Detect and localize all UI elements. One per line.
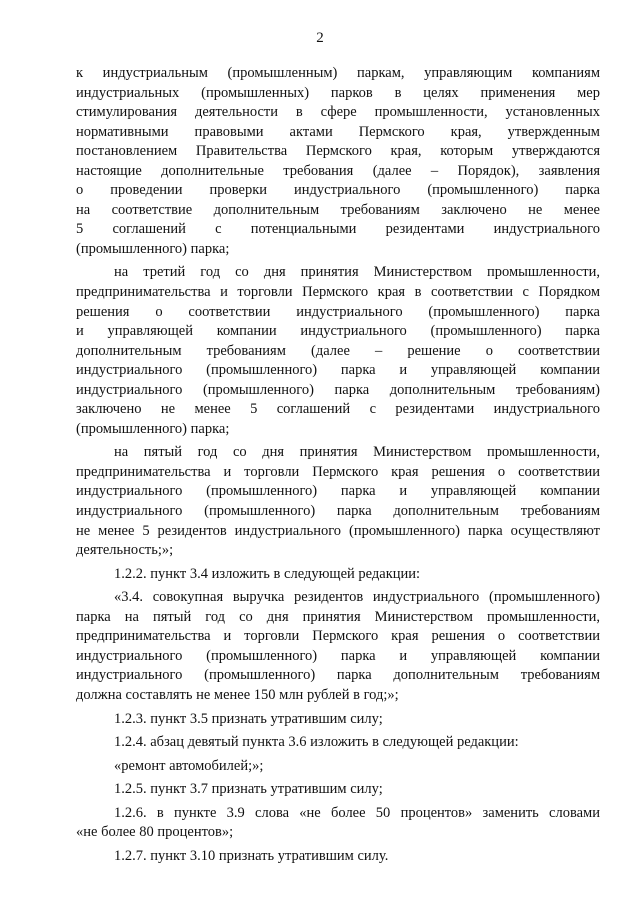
clause-1-2-2: [76, 565, 600, 585]
text-line: индустриальных (промышленных) парков в целях применения мер: [76, 84, 600, 101]
paragraph-fifth-year: [76, 443, 600, 560]
text-line: индустриального (промышленного) парка и управляющей компании: [76, 362, 600, 379]
text-line: к индустриальным (промышленным) паркам, управляющим компаниям: [76, 65, 600, 81]
text-line: постановлением Правительства Пермского края, которым утверждаются: [76, 143, 600, 160]
quoted-text: [76, 757, 600, 777]
text-line: предпринимательства и торговли Пермского края в соответствии с Порядком: [76, 284, 600, 301]
text-line: предпринимательства и торговли Пермского края решения о соответствии: [76, 628, 600, 645]
text-line: 1.2.4. абзац девятый пункта 3.6 изложить в следующей редакции:: [114, 734, 519, 751]
text-line: деятельность;»;: [76, 542, 174, 559]
text-line: 1.2.3. пункт 3.5 признать утратившим силу;: [114, 710, 383, 727]
text-line: нормативными правовыми актами Пермского края, утвержденным: [76, 123, 600, 140]
text-line: должна составлять не менее 150 млн рублей в год;»;: [76, 686, 399, 703]
text-line: парка на пятый год со дня принятия Министерством промышленности,: [76, 608, 600, 625]
text-line: 5 соглашений с потенциальными резидентами индустриального: [76, 221, 600, 238]
text-line: «не более 80 процентов»;: [76, 824, 234, 841]
paragraph-3-4: [76, 588, 600, 705]
clause-1-2-5: [76, 780, 600, 800]
text-line: дополнительным требованиям (далее – решение о соответствии: [76, 342, 600, 359]
clause-1-2-6: [76, 804, 600, 843]
text-line: индустриального (промышленного) парка дополнительным требованиям: [76, 667, 600, 684]
text-line: не менее 5 резидентов индустриального (промышленного) парка осуществляют: [76, 522, 600, 539]
text-line: 1.2.6. в пункте 3.9 слова «не более 50 процентов» заменить словами: [114, 804, 600, 821]
text-line: 1.2.5. пункт 3.7 признать утратившим силу;: [114, 781, 383, 798]
text-line: (промышленного) парка;: [76, 240, 230, 257]
text-line: предпринимательства и торговли Пермского края решения о соответствии: [76, 463, 600, 480]
text-line: индустриального (промышленного) парка и управляющей компании: [76, 647, 600, 664]
text-line: индустриального (промышленного) парка дополнительным требованиям: [76, 503, 600, 520]
text-line: на соответствие дополнительным требованиям заключено не менее: [76, 201, 600, 218]
text-line: и управляющей компании индустриального (промышленного) парка: [76, 323, 600, 340]
text-line: «ремонт автомобилей;»;: [114, 757, 264, 774]
text-line: решения о соответствии индустриального (промышленного) парка: [76, 303, 600, 320]
paragraph-continuation: [76, 64, 600, 259]
text-line: «3.4. совокупная выручка резидентов индустриального (промышленного): [114, 589, 600, 606]
text-line: стимулирования деятельности в сфере промышленности, установленных: [76, 104, 600, 121]
text-line: 1.2.2. пункт 3.4 изложить в следующей редакции:: [114, 565, 421, 582]
text-line: индустриального (промышленного) парка дополнительным требованиям): [76, 381, 600, 398]
clause-1-2-7: [76, 847, 600, 867]
clause-1-2-4: [76, 733, 600, 753]
clause-1-2-3: [76, 710, 600, 730]
text-line: на третий год со дня принятия Министерством промышленности,: [114, 264, 600, 281]
text-line: 1.2.7. пункт 3.10 признать утратившим силу.: [114, 847, 389, 864]
document-body: [76, 64, 600, 866]
text-line: о проведении проверки индустриального (промышленного) парка: [76, 182, 600, 199]
text-line: настоящие дополнительные требования (далее – Порядок), заявления: [76, 162, 600, 179]
paragraph-third-year: [76, 263, 600, 439]
page-number: 2: [316, 30, 324, 46]
text-line: заключено не менее 5 соглашений с резидентами индустриального: [76, 401, 600, 418]
text-line: на пятый год со дня принятия Министерством промышленности,: [114, 444, 600, 461]
text-line: индустриального (промышленного) парка и управляющей компании: [76, 483, 600, 500]
text-line: (промышленного) парка;: [76, 420, 230, 437]
